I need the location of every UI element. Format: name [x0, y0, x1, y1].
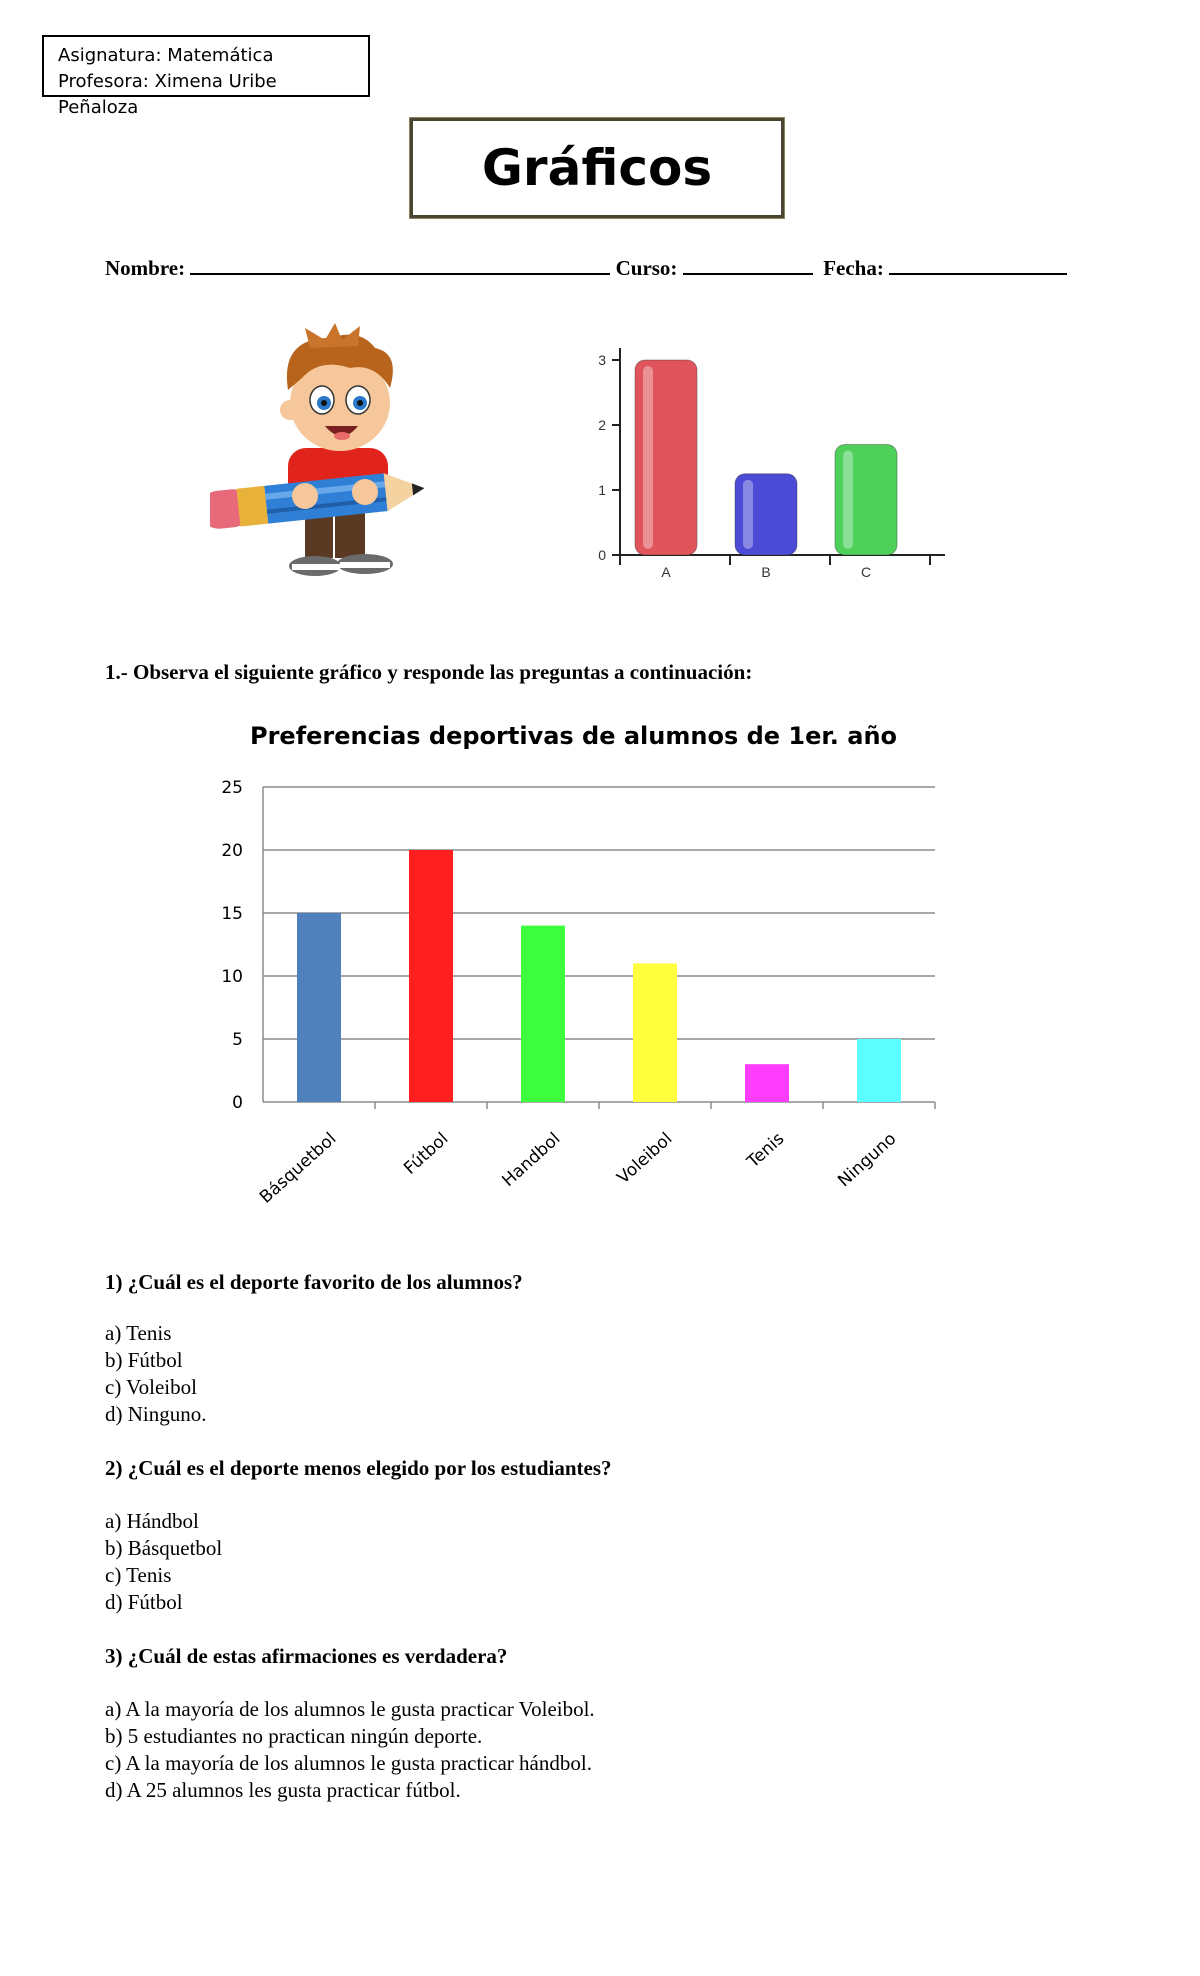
question-2-heading: 2) ¿Cuál es el deporte menos elegido por los estudiantes? — [105, 1456, 612, 1480]
small-chart-ytick-label: 1 — [598, 482, 606, 498]
small-chart-ytick-label: 2 — [598, 417, 606, 433]
x-tick-label: Voleibol — [613, 1128, 677, 1189]
small-chart-bar-highlight — [743, 480, 753, 549]
small-chart-xlabel: C — [860, 564, 872, 580]
bar-básquetbol — [297, 913, 341, 1102]
question-3-option-d[interactable]: d) A 25 alumnos les gusta practicar fútbol. — [105, 1778, 461, 1802]
name-label: Nombre: — [105, 256, 186, 280]
question-2-option-b[interactable]: b) Básquetbol — [105, 1536, 223, 1560]
boy-with-pencil-illustration — [210, 318, 470, 588]
course-label: Curso: — [615, 256, 678, 280]
question-2-option-d[interactable]: d) Fútbol — [105, 1590, 183, 1614]
date-field[interactable] — [889, 255, 1067, 275]
small-chart-xlabel: B — [761, 564, 771, 580]
header-info-box — [42, 35, 370, 118]
question-1-option-c[interactable]: c) Voleibol — [105, 1375, 197, 1399]
question-3-heading: 3) ¿Cuál de estas afirmaciones es verdadera? — [105, 1644, 508, 1668]
question-1-option-d[interactable]: d) Ninguno. — [105, 1402, 207, 1426]
question-3-option-c[interactable]: c) A la mayoría de los alumnos le gusta practicar hándbol. — [105, 1751, 592, 1775]
question-1-option-a[interactable]: a) Tenis — [105, 1321, 172, 1345]
x-tick-label: Tenis — [743, 1128, 789, 1173]
y-tick-label: 20 — [221, 841, 243, 861]
bar-voleibol — [633, 963, 677, 1102]
page-title: Gráficos — [481, 139, 713, 197]
subject-label: Asignatura: Matemática — [58, 45, 274, 66]
small-chart-ytick-label: 3 — [598, 352, 606, 368]
y-tick-label: 5 — [232, 1030, 243, 1050]
small-chart-bar-highlight — [643, 366, 653, 549]
y-tick-label: 25 — [221, 778, 243, 798]
section1-heading: 1.- Observa el siguiente gráfico y responde las preguntas a continuación: — [105, 660, 753, 684]
bar-tenis — [745, 1064, 789, 1102]
bar-fútbol — [409, 850, 453, 1102]
question-2-option-a[interactable]: a) Hándbol — [105, 1509, 199, 1533]
x-tick-label: Handbol — [498, 1128, 565, 1192]
question-3-option-a[interactable]: a) A la mayoría de los alumnos le gusta practicar Voleibol. — [105, 1697, 595, 1721]
sports-preferences-chart — [195, 715, 955, 1235]
y-tick-label: 15 — [221, 904, 243, 924]
y-tick-label: 0 — [232, 1093, 243, 1113]
question-2-option-c[interactable]: c) Tenis — [105, 1563, 172, 1587]
x-tick-label: Básquetbol — [255, 1128, 341, 1208]
small-chart-xlabel: A — [661, 564, 671, 580]
student-info-line — [105, 255, 1067, 281]
date-label: Fecha: — [823, 256, 884, 280]
page-title-box — [410, 118, 784, 218]
question-1-option-b[interactable]: b) Fútbol — [105, 1348, 183, 1372]
y-tick-label: 10 — [221, 967, 243, 987]
chart-title: Preferencias deportivas de alumnos de 1er. año — [250, 722, 898, 750]
name-field[interactable] — [190, 255, 610, 275]
small-chart-bar-highlight — [843, 451, 853, 550]
question-3-option-b[interactable]: b) 5 estudiantes no practican ningún deporte. — [105, 1724, 483, 1748]
teacher-label: Profesora: Ximena Uribe Peñaloza — [58, 71, 277, 118]
small-chart-ytick-label: 0 — [598, 547, 606, 563]
x-tick-label: Fútbol — [400, 1128, 453, 1179]
small-bar-chart — [580, 340, 950, 590]
bar-ninguno — [857, 1039, 901, 1102]
course-field[interactable] — [683, 255, 813, 275]
bar-handbol — [521, 926, 565, 1102]
question-1-heading: 1) ¿Cuál es el deporte favorito de los alumnos? — [105, 1270, 523, 1294]
x-tick-label: Ninguno — [834, 1128, 901, 1192]
